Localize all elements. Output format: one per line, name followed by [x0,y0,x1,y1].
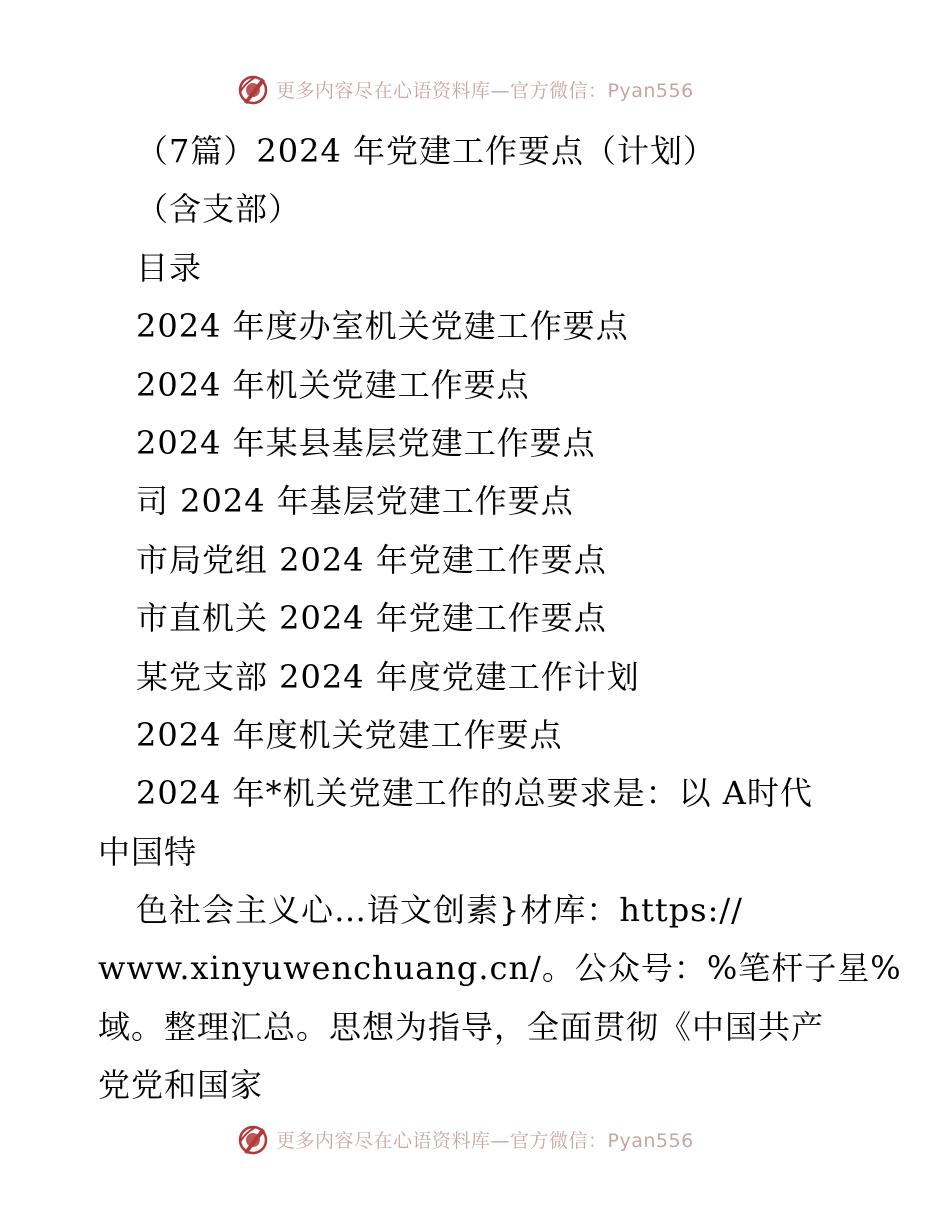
toc-heading: 目录 [136,248,203,287]
header-banner [236,72,694,106]
banner-text: 更多内容尽在心语资料库—官方微信：Pyan556 [276,1129,694,1152]
toc-item: 某党支部 2024 年度党建工作计划 [136,657,640,696]
toc-item: 2024 年机关党建工作要点 [136,365,530,404]
quill-seal-icon [236,72,270,106]
toc-item: 市直机关 2024 年党建工作要点 [136,599,607,638]
body-paragraph-line: 色社会主义心…语文创素}材库：https:// [136,891,743,930]
toc-item: 市局党组 2024 年党建工作要点 [136,540,607,579]
document-title: （7篇）2024 年党建工作要点（计划） [136,132,716,170]
body-paragraph-line: 中国特 [98,832,198,871]
body-paragraph-line: www.xinyuwenchuang.cn/。公众号：%笔杆子星% [98,949,902,988]
toc-item: 2024 年某县基层党建工作要点 [136,423,596,462]
quill-seal-icon [236,1122,270,1156]
footer-banner [236,1122,694,1156]
toc-item: 2024 年度机关党建工作要点 [136,715,563,754]
toc-item: 2024 年度办室机关党建工作要点 [136,307,629,346]
body-paragraph-line: 2024 年*机关党建工作的总要求是：以 A时代 [136,774,813,813]
body-paragraph-line: 党党和国家 [98,1066,264,1105]
document-subtitle: （含支部） [136,190,302,229]
document-body [98,122,902,1115]
body-paragraph-line: 域。整理汇总。思想为指导，全面贯彻《中国共产 [98,1007,825,1046]
toc-item: 司 2024 年基层党建工作要点 [136,482,574,521]
banner-text: 更多内容尽在心语资料库—官方微信：Pyan556 [276,79,694,102]
